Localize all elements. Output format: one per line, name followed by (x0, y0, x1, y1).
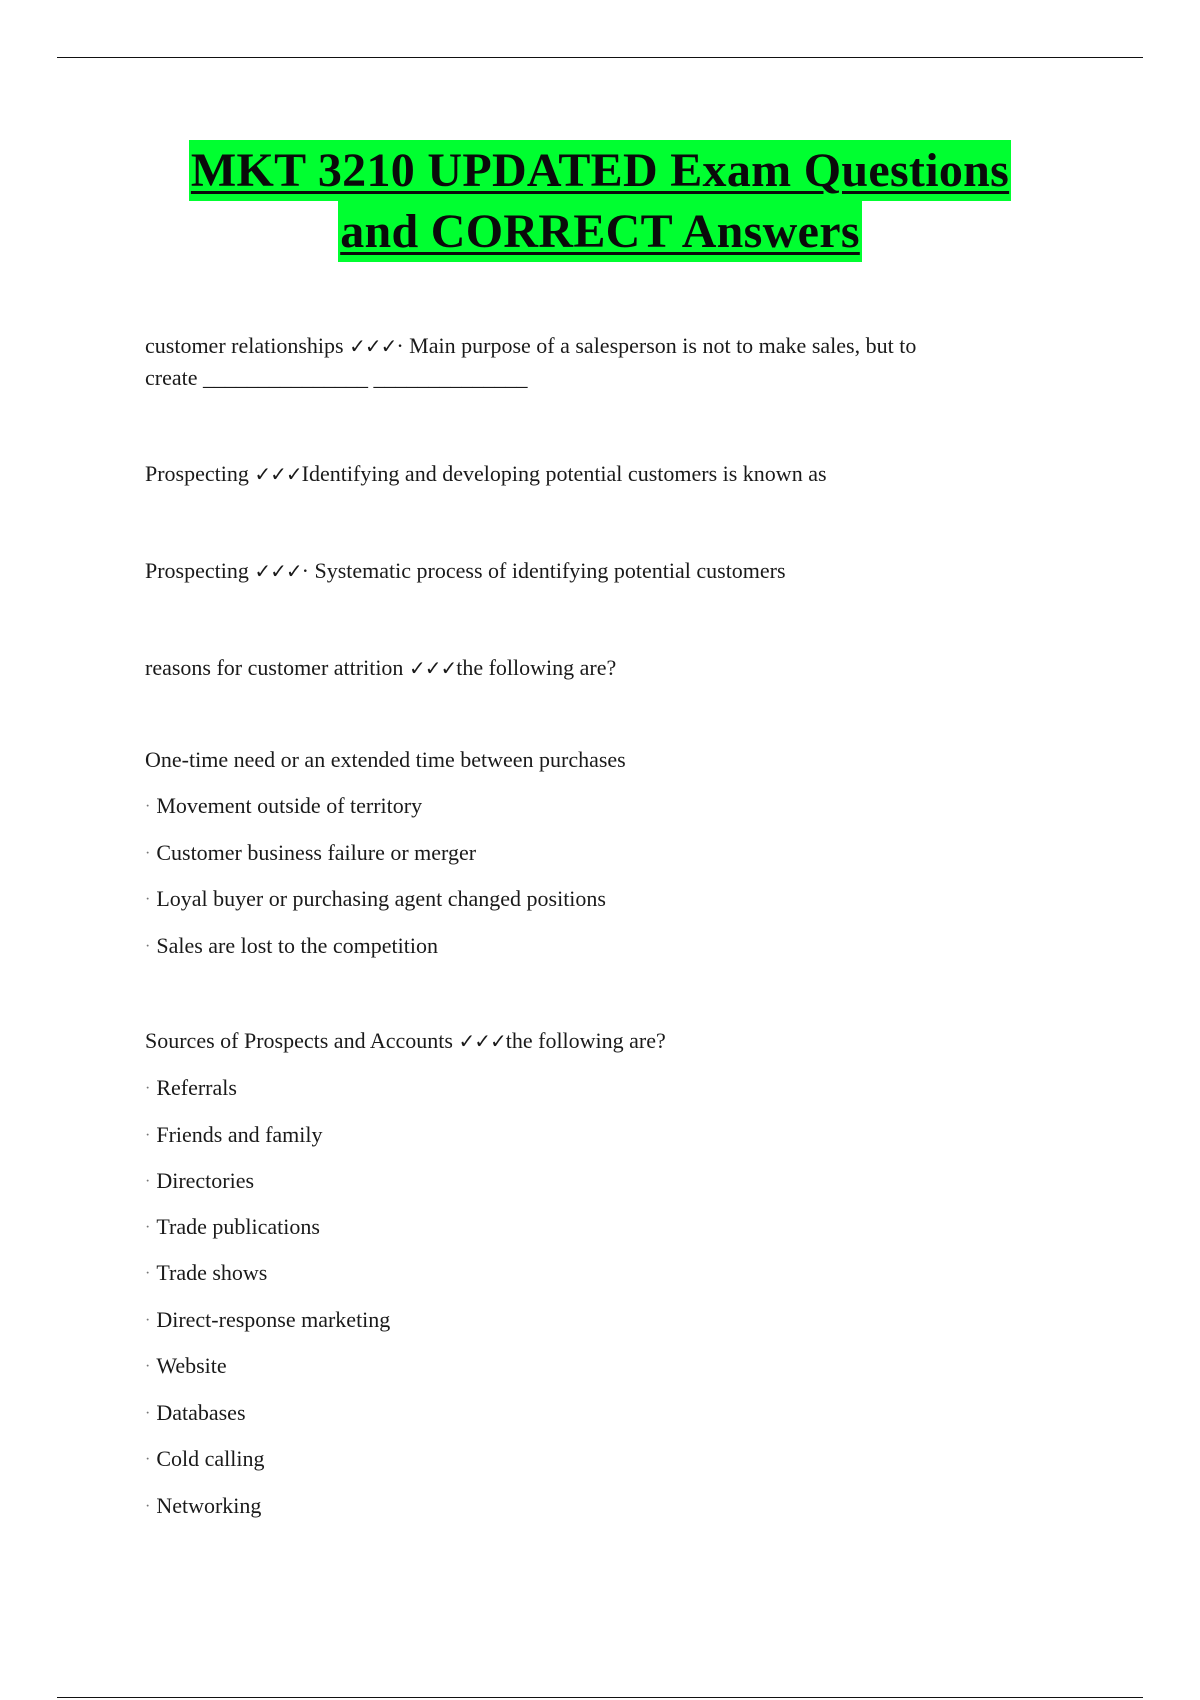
list-item: · Cold calling (145, 1446, 265, 1471)
list-item: · Databases (145, 1400, 246, 1425)
list-item: · Movement outside of territory (145, 793, 423, 818)
question-text: the following are? (505, 1028, 666, 1053)
checkmarks-icon: ✓✓✓ (349, 334, 397, 358)
question-text: · Systematic process of identifying potential customers (301, 558, 786, 583)
header-rule (57, 57, 1143, 58)
bullet-dot-icon: · (145, 1265, 151, 1282)
footer-rule (57, 1697, 1143, 1698)
list-item: · Referrals (145, 1075, 237, 1100)
bullet-dot-icon: · (145, 1219, 151, 1236)
question-text: · Main purpose of a salesperson is not to make sales, but to (396, 333, 917, 358)
bullet-dot-icon: · (145, 798, 151, 815)
checkmarks-icon: ✓✓✓ (458, 1029, 506, 1053)
list-item: · Customer business failure or merger (145, 840, 477, 865)
bullet-dot-icon: · (145, 1405, 151, 1422)
list-item: · Networking (145, 1493, 262, 1518)
list-item: · Trade shows (145, 1260, 268, 1285)
answer-text: Sources of Prospects and Accounts (145, 1028, 453, 1053)
list-item: · Sales are lost to the competition (145, 933, 438, 958)
bullet-dot-icon: · (145, 1127, 151, 1144)
bullet-dot-icon: · (145, 1312, 151, 1329)
list-item: · Website (145, 1353, 227, 1378)
qa-item-5 (145, 1025, 1045, 1057)
list-item: · Direct-response marketing (145, 1307, 391, 1332)
document-title (0, 140, 1200, 262)
checkmarks-icon: ✓✓✓ (408, 656, 457, 680)
bullet-dot-icon: · (145, 1173, 151, 1190)
list-item: · Loyal buyer or purchasing agent changed positions (145, 886, 606, 911)
bullet-dot-icon: · (145, 1358, 151, 1375)
checkmarks-icon: ✓✓✓ (254, 462, 302, 486)
answer-text: Prospecting (145, 558, 249, 583)
list-item: · Directories (145, 1168, 255, 1193)
bullet-dot-icon: · (145, 845, 151, 862)
bullet-dot-icon: · (145, 1080, 151, 1097)
title-line-1: MKT 3210 UPDATED Exam Questions (189, 140, 1011, 201)
qa-item-1 (145, 330, 1045, 393)
bullet-dot-icon: · (145, 1498, 151, 1515)
qa-item-2 (145, 458, 1045, 490)
list-item: · Trade publications (145, 1214, 320, 1239)
list-item: · Friends and family (145, 1122, 323, 1147)
qa-item-3 (145, 555, 1045, 587)
question-text: the following are? (456, 655, 617, 680)
list-item: One-time need or an extended time between purchases (145, 747, 626, 772)
qa-item-4 (145, 652, 1045, 684)
question-text-continued: create _______________ ______________ (145, 365, 528, 390)
bullet-dot-icon: · (145, 891, 151, 908)
answer-text: customer relationships (145, 333, 344, 358)
question-text: Identifying and developing potential customers is known as (301, 461, 827, 486)
answer-text: Prospecting (145, 461, 249, 486)
bullet-dot-icon: · (145, 1451, 151, 1468)
answer-text: reasons for customer attrition (145, 655, 404, 680)
checkmarks-icon: ✓✓✓ (254, 559, 302, 583)
title-line-2: and CORRECT Answers (338, 201, 862, 262)
bullet-dot-icon: · (145, 938, 151, 955)
